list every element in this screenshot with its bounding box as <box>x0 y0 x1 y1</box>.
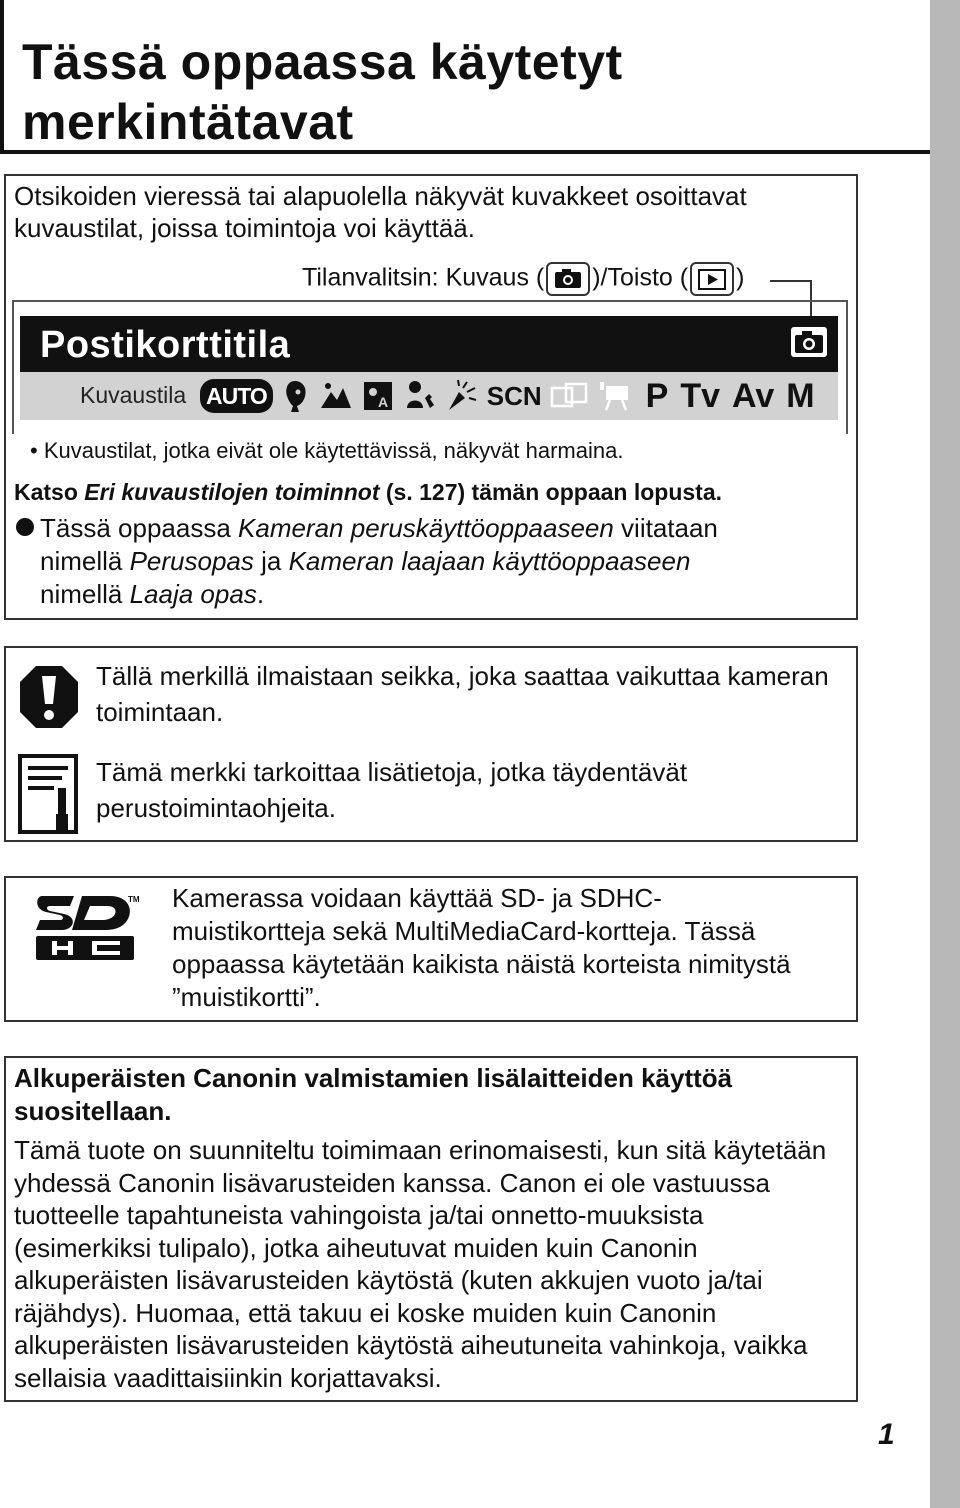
sdhc-logo <box>34 892 146 962</box>
memory-card-text: Kamerassa voidaan käyttää SD- ja SDHC-muistikortteja sekä MultiMediaCard-kortteja. Tässä oppaassa käytetään kaikista näistä korteista nimitystä ”muistikortti”. <box>172 883 791 1012</box>
mode-intro-text: Otsikoiden vieressä tai alapuolella näkyvät kuvakkeet osoittavat kuvaustilat, joissa toimintoja voi käyttää. <box>14 181 747 243</box>
portrait-mode-icon <box>281 378 311 414</box>
scene-mode-icon: SCN <box>486 381 542 411</box>
mode-explanation-box <box>4 174 858 620</box>
kids-pets-mode-icon <box>403 378 437 414</box>
manual-mode-icon: M <box>786 377 815 415</box>
gray-mode-note: • Kuvaustilat, jotka eivät ole käytettävissä, näkyvät harmaina. <box>30 438 624 463</box>
bullet-icon <box>16 518 34 536</box>
example-title: Postikorttitila <box>40 324 291 366</box>
right-edge-strip <box>930 0 960 1508</box>
auto-mode-icon: AUTO <box>200 379 273 413</box>
symbols-box <box>4 646 858 842</box>
shooting-mode-label: Kuvaustila <box>80 382 187 408</box>
mode-dial-caption: Tilanvalitsin: Kuvaus ( )/Toisto ( ) <box>302 262 744 296</box>
manual-reference-bullet: Tässä oppaassa Kameran peruskäyttöoppaaseen viitataan nimellä Perusopas ja Kameran laajaan käyttöoppaaseen nimellä Laaja opas. <box>16 512 836 611</box>
page-title <box>22 32 623 152</box>
svg-text:A: A <box>377 394 388 410</box>
accessories-box <box>4 1056 858 1402</box>
shooting-mode-icons <box>200 374 815 418</box>
page-heading <box>0 0 930 154</box>
memory-card-box <box>4 876 858 1022</box>
caution-icon <box>18 664 80 730</box>
program-mode-icon: P <box>645 377 669 415</box>
landscape-mode-icon <box>319 378 353 414</box>
playback-icon <box>690 262 734 296</box>
trademark-symbol: TM <box>128 895 140 904</box>
page-number: 1 <box>878 1418 895 1451</box>
night-snapshot-mode-icon <box>361 378 395 414</box>
camera-icon <box>546 262 590 296</box>
aperture-priority-mode-icon: Av <box>732 377 775 415</box>
indoor-party-mode-icon <box>445 378 479 414</box>
manual-mode-letters <box>646 378 815 414</box>
camera-icon <box>790 326 828 358</box>
movie-mode-icon <box>598 378 632 414</box>
stitch-assist-mode-icon <box>550 378 590 414</box>
page-title-line-1: Tässä oppaassa käytetyt <box>22 34 623 90</box>
caution-text: Tällä merkillä ilmaistaan seikka, joka saattaa vaikuttaa kameran toimintaan. <box>96 661 829 727</box>
example-title-bar <box>20 316 838 372</box>
memo-icon <box>18 754 78 834</box>
accessories-heading: Alkuperäisten Canonin valmistamien lisälaitteiden käyttöä suositellaan. <box>14 1063 733 1126</box>
shutter-priority-mode-icon: Tv <box>680 377 721 415</box>
page-title-line-2: merkintätavat <box>22 94 354 150</box>
memo-text: Tämä merkki tarkoittaa lisätietoja, jotka täydentävät perustoimintaohjeita. <box>96 757 688 823</box>
accessories-body: Tämä tuote on suunniteltu toimimaan erinomaisesti, kun sitä käytetään yhdessä Canonin lisävarusteiden kanssa. Canon ei ole vastuussa tuotteelle tapahtuneista vahingoista ja/tai onnetto-muuksista (esimerkiksi tulipalo), jotka aiheutuvat muiden kuin Canonin alkuperäisten lisävarusteiden käytöstä (kuten akkujen vuoto ja/tai räjähdys). Huomaa, että takuu ei koske muiden kuin Canonin alkuperäisten lisävarusteiden käytöstä aiheutuneita vahinkoja, vaikka sellaisia vaadittaisiinkin korjattavaksi. <box>14 1135 827 1393</box>
see-reference-line: Katso Eri kuvaustilojen toiminnot (s. 127) tämän oppaan lopusta. <box>14 479 723 505</box>
shooting-mode-row <box>20 372 838 420</box>
callout-line <box>770 280 812 282</box>
